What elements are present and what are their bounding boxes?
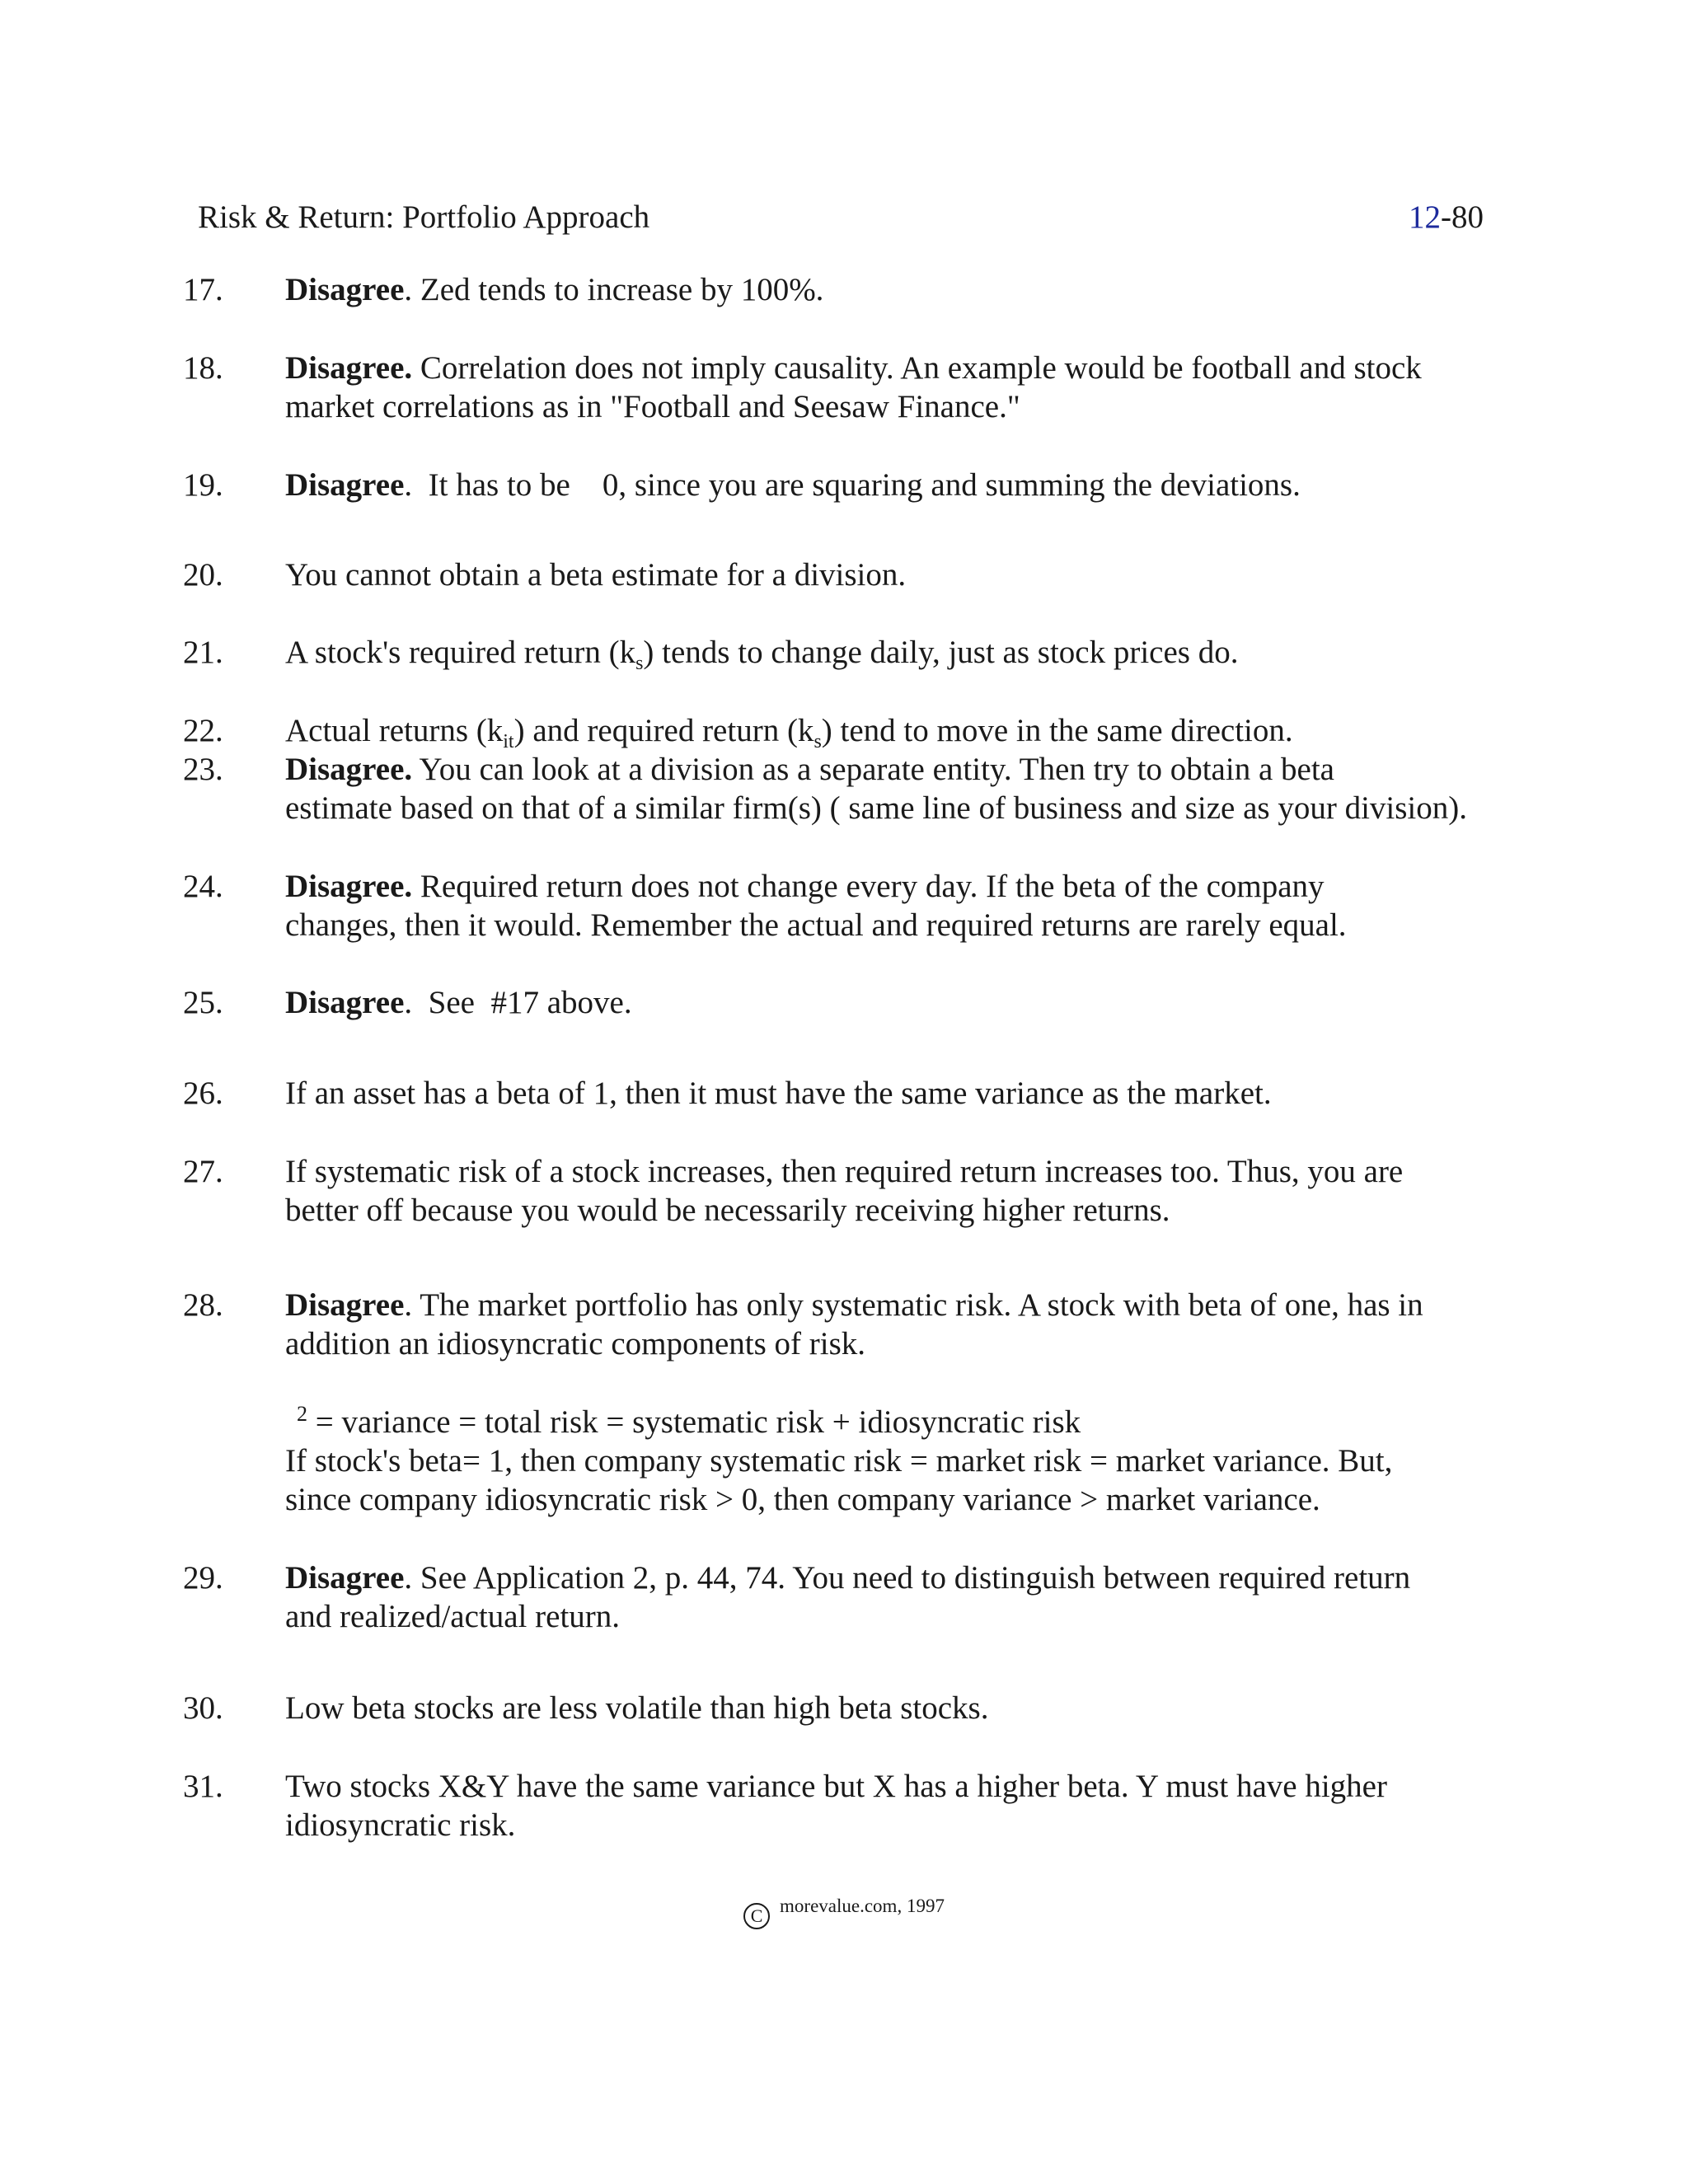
- item-text: Actual returns (k: [285, 713, 504, 748]
- verdict: Disagree: [285, 1560, 405, 1596]
- subscript: it: [503, 731, 514, 752]
- item-text: A stock's required return (k: [285, 635, 636, 670]
- verdict: Disagree: [285, 272, 405, 307]
- item-text: ) tends to change daily, just as stock prices do.: [643, 635, 1239, 670]
- footer-text: morevalue.com, 1997: [780, 1896, 945, 1916]
- item-number: 22.: [183, 713, 223, 748]
- item-text: . Zed tends to increase by 100%.: [404, 272, 824, 307]
- item-text: . It has to be 0, since you are squaring and summing the deviations.: [404, 467, 1301, 503]
- chapter-number: 12: [1409, 199, 1441, 235]
- item-text: estimate based on that of a similar firm(s) ( same line of business and size as your division).: [285, 790, 1467, 826]
- item-number: 27.: [183, 1154, 223, 1189]
- item-body: [285, 1689, 1522, 1727]
- page-index: -80: [1441, 199, 1484, 235]
- item-number: 31.: [183, 1769, 223, 1804]
- superscript: 2: [297, 1402, 307, 1426]
- item-number: 24.: [183, 869, 223, 904]
- item-text: idiosyncratic risk.: [285, 1807, 516, 1843]
- item-text: ) tend to move in the same direction.: [821, 713, 1293, 748]
- item-body: [285, 555, 1522, 594]
- item-body: [285, 867, 1522, 944]
- item-number: 23.: [183, 752, 223, 787]
- verdict: Disagree.: [285, 350, 413, 386]
- item-body: [285, 1074, 1522, 1113]
- item-number: 30.: [183, 1690, 223, 1726]
- item-number: 26.: [183, 1076, 223, 1111]
- item-number: 28.: [183, 1287, 223, 1323]
- copyright-icon: C: [743, 1903, 770, 1929]
- verdict: Disagree: [285, 985, 405, 1020]
- item-body: [285, 711, 1522, 750]
- subscript: s: [635, 653, 644, 674]
- item-body: [285, 633, 1522, 672]
- item-text: and realized/actual return.: [285, 1599, 621, 1634]
- verdict: Disagree: [285, 467, 405, 503]
- item-text: changes, then it would. Remember the actual and required returns are rarely equal.: [285, 907, 1347, 943]
- item-text: market correlations as in "Football and Seesaw Finance.": [285, 389, 1020, 424]
- item-text: If systematic risk of a stock increases, then required return increases too. Thus, you are: [285, 1154, 1404, 1189]
- explanation-text: since company idiosyncratic risk > 0, then company variance > market variance.: [285, 1482, 1320, 1517]
- item-body: [285, 1558, 1522, 1636]
- item-number: 19.: [183, 467, 223, 503]
- page-footer: [0, 1894, 1688, 1929]
- subscript: s: [814, 731, 822, 752]
- item-body: [285, 1152, 1522, 1230]
- verdict: Disagree: [285, 1287, 405, 1323]
- item-number: 18.: [183, 350, 223, 386]
- item-body: [285, 1286, 1522, 1363]
- page-number: [1409, 196, 1484, 239]
- item-body: [285, 349, 1522, 426]
- item-text: Correlation does not imply causality. An example would be football and stock: [412, 350, 1422, 386]
- item-number: 20.: [183, 557, 223, 593]
- variance-explanation: [285, 1403, 1522, 1519]
- item-text: You can look at a division as a separate entity. Then try to obtain a beta: [412, 752, 1334, 787]
- item-text: . See #17 above.: [404, 985, 632, 1020]
- item-number: 21.: [183, 635, 223, 670]
- item-text: You cannot obtain a beta estimate for a division.: [285, 557, 907, 593]
- item-text: Required return does not change every day. If the beta of the company: [412, 869, 1325, 904]
- verdict: Disagree.: [285, 752, 413, 787]
- item-number: 29.: [183, 1560, 223, 1596]
- explanation-text: = variance = total risk = systematic risk + idiosyncratic risk: [307, 1404, 1081, 1440]
- item-body: [285, 1767, 1522, 1844]
- item-text: Two stocks X&Y have the same variance but X has a higher beta. Y must have higher: [285, 1769, 1387, 1804]
- item-text: . See Application 2, p. 44, 74. You need to distinguish between required return: [404, 1560, 1411, 1596]
- item-body: [285, 270, 1522, 309]
- page-title: Risk & Return: Portfolio Approach: [198, 199, 650, 235]
- item-text: Low beta stocks are less volatile than high beta stocks.: [285, 1690, 989, 1726]
- verdict: Disagree.: [285, 869, 413, 904]
- item-text: better off because you would be necessarily receiving higher returns.: [285, 1193, 1170, 1228]
- item-text: addition an idiosyncratic components of risk.: [285, 1326, 866, 1361]
- item-body: [285, 983, 1522, 1022]
- item-body: [285, 466, 1522, 504]
- item-number: 17.: [183, 272, 223, 307]
- item-text: ) and required return (k: [513, 713, 814, 748]
- item-text: If an asset has a beta of 1, then it must have the same variance as the market.: [285, 1076, 1272, 1111]
- item-body: [285, 750, 1522, 827]
- item-text: . The market portfolio has only systematic risk. A stock with beta of one, has in: [404, 1287, 1423, 1323]
- item-number: 25.: [183, 985, 223, 1020]
- explanation-text: If stock's beta= 1, then company systematic risk = market risk = market variance. But,: [285, 1443, 1393, 1479]
